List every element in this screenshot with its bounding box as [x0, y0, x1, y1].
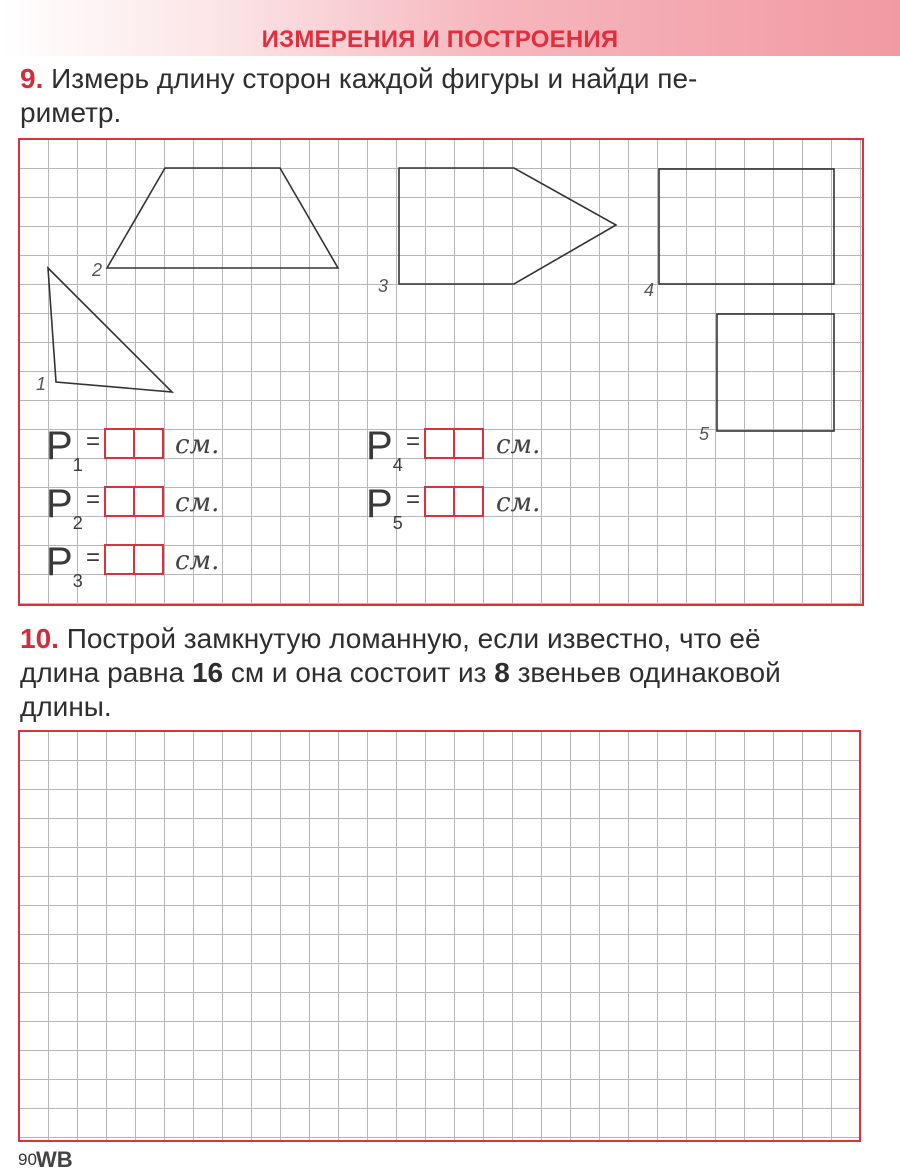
equals-sign: =	[406, 428, 421, 455]
publisher-logo: WB	[36, 1147, 73, 1172]
perimeter-answer-5[interactable]	[424, 486, 482, 517]
task9-number: 9.	[20, 63, 44, 94]
task10-text-line1: Построй замкнутую ломанную, если известно, что её	[66, 623, 761, 654]
task10-length-value: 16	[191, 657, 224, 688]
perimeter-label-2: $P_2$	[46, 482, 83, 533]
triangle-figure-1	[48, 268, 172, 392]
figure-label-5: 5	[699, 424, 710, 444]
task10-number: 10.	[20, 623, 59, 654]
unit-label: см.	[496, 488, 541, 518]
answer-digit-box[interactable]	[453, 486, 484, 517]
perimeter-answer-4[interactable]	[424, 428, 482, 459]
trapezoid-figure-2	[107, 168, 338, 268]
unit-label: см.	[496, 430, 541, 460]
task10-text-part: длина равна	[20, 657, 192, 688]
unit-label: см.	[175, 546, 220, 576]
task10-text-part: см и она состоит из	[223, 657, 495, 688]
task10-text-part: звеньев одинаковой	[509, 657, 781, 688]
perimeter-answer-3[interactable]	[104, 544, 162, 575]
perimeter-answer-2[interactable]	[104, 486, 162, 517]
figure-label-2: 2	[92, 260, 103, 280]
figure-label-4: 4	[644, 280, 655, 300]
answer-digit-box[interactable]	[104, 428, 135, 459]
task10-drawing-grid[interactable]	[18, 730, 861, 1142]
answer-digit-box[interactable]	[104, 544, 135, 575]
unit-label: см.	[175, 430, 220, 460]
answer-digit-box[interactable]	[104, 486, 135, 517]
perimeter-label-5: $P_5$	[366, 482, 403, 533]
answer-digit-box[interactable]	[133, 428, 164, 459]
equals-sign: =	[86, 544, 101, 571]
task9-text-line1: Измерь длину сторон каждой фигуры и найди пе-	[51, 63, 698, 94]
answer-digit-box[interactable]	[424, 428, 455, 459]
answer-digit-box[interactable]	[133, 486, 164, 517]
answer-digit-box[interactable]	[424, 486, 455, 517]
equals-sign: =	[86, 486, 101, 513]
figure-label-3: 3	[378, 276, 389, 296]
answer-digit-box[interactable]	[453, 428, 484, 459]
equals-sign: =	[406, 486, 421, 513]
task9-text-line2: риметр.	[20, 97, 122, 128]
perimeter-label-4: $P_4$	[366, 424, 403, 475]
section-title: ИЗМЕРЕНИЯ И ПОСТРОЕНИЯ	[261, 26, 619, 53]
page-number: 90	[18, 1150, 37, 1169]
figure-label-1: 1	[36, 374, 47, 394]
rectangle-figure-4	[659, 169, 834, 284]
perimeter-label-1: $P_1$	[46, 424, 83, 475]
square-figure-5	[717, 314, 834, 431]
perimeter-label-3: $P_3$	[46, 540, 83, 591]
task10-text-line3: длины.	[20, 691, 112, 722]
equals-sign: =	[86, 428, 101, 455]
perimeter-answer-1[interactable]	[104, 428, 162, 459]
task10-links-value: 8	[494, 657, 510, 688]
task10-prompt	[20, 622, 882, 724]
pentagon-figure-3	[399, 168, 616, 284]
unit-label: см.	[175, 488, 220, 518]
answer-digit-box[interactable]	[133, 544, 164, 575]
